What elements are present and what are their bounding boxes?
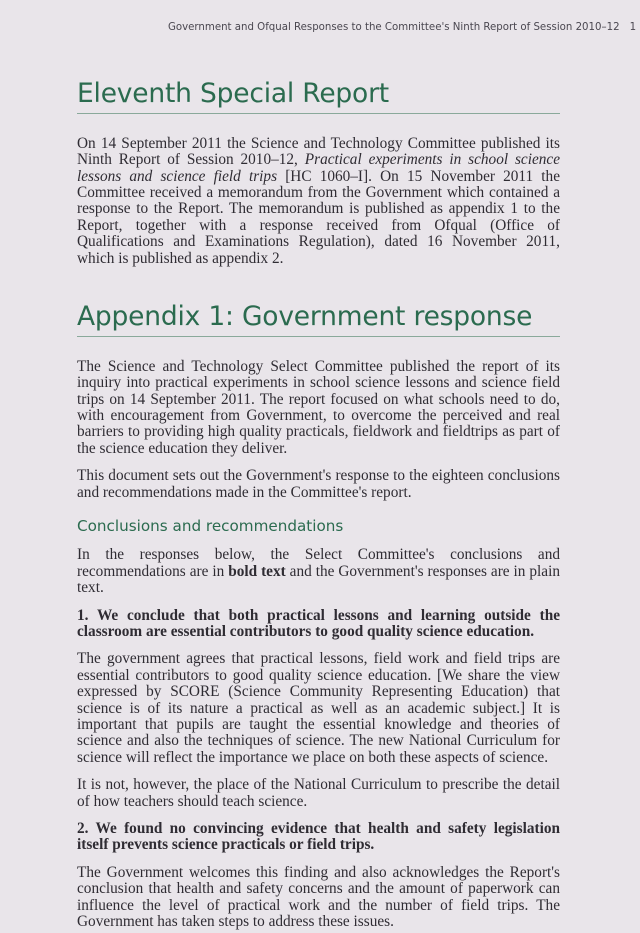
responses-intro xyxy=(77,547,560,596)
intro-text-start: On 14 September 2011 the Science and Technology Committee published its Ninth Report of Session 2010–12, xyxy=(77,134,560,169)
intro-paragraph xyxy=(77,136,560,267)
appendix-paragraph-1: The Science and Technology Select Committee published the report of its inquiry into practical experiments in school science lessons and science field trips on 14 September 2011. The report focused on what schools need to do, with encouragement from Government, to overcome the perceived and real barriers to providing high quality practicals, fieldwork and fieldtrips as part of the science education they deliver. xyxy=(77,357,560,457)
running-header xyxy=(168,22,637,33)
running-header-title: Government and Ofqual Responses to the Committee's Ninth Report of Session 2010–12 xyxy=(168,22,620,33)
heading-appendix-1: Appendix 1: Government response xyxy=(77,301,560,337)
response-2-paragraph: The Government welcomes this finding and also acknowledges the Report's conclusion that health and safety concerns and the amount of paperwork can influence the level of practical work and the number of field trips. The Government has taken steps to address these issues. xyxy=(77,863,560,931)
intro-text-end: [HC 1060–I]. On 15 November 2011 the Committee received a memorandum from the Government which contained a response to the Report. The memorandum is published as appendix 1 to the Report, together with a response received from Ofqual (Office of Qualifications and Examinations Regulation), dated 16 November 2011, which is published as appendix 2. xyxy=(77,167,560,267)
heading-conclusions-recommendations: Conclusions and recommendations xyxy=(77,517,344,536)
response-1-paragraph-2: It is not, however, the place of the National Curriculum to prescribe the detail of how teachers should teach science. xyxy=(77,776,560,810)
recommendation-1: 1. We conclude that both practical lessons and learning outside the classroom are essential contributors to good quality science education. xyxy=(77,606,560,640)
response-1-paragraph-1: The government agrees that practical lessons, field work and field trips are essential contributors to good quality science education. [We share the view expressed by SCORE (Science Community Representing Education) that science is of its nature a practical as well as an academic subject.] It is important that pupils are taught the essential knowledge and theories of science and also the techniques of science. The new National Curriculum for science will reflect the importance we place on both these aspects of science. xyxy=(77,650,560,766)
bold-text-label: bold text xyxy=(228,562,286,580)
page-number: 1 xyxy=(629,22,637,33)
report-title-italic: Practical experiments in school science lessons and science field trips xyxy=(77,151,560,185)
recommendation-2: 2. We found no convincing evidence that health and safety legislation itself prevents science practicals or field trips. xyxy=(77,820,560,854)
heading-eleventh-special-report: Eleventh Special Report xyxy=(77,78,560,114)
responses-intro-end: and the Government's responses are in plain text. xyxy=(77,562,560,597)
page-content xyxy=(77,78,560,930)
responses-intro-start: In the responses below, the Select Committee's conclusions and recommendations are in xyxy=(77,546,560,580)
appendix-paragraph-2: This document sets out the Government's response to the eighteen conclusions and recommendations made in the Committee's report. xyxy=(77,467,560,501)
